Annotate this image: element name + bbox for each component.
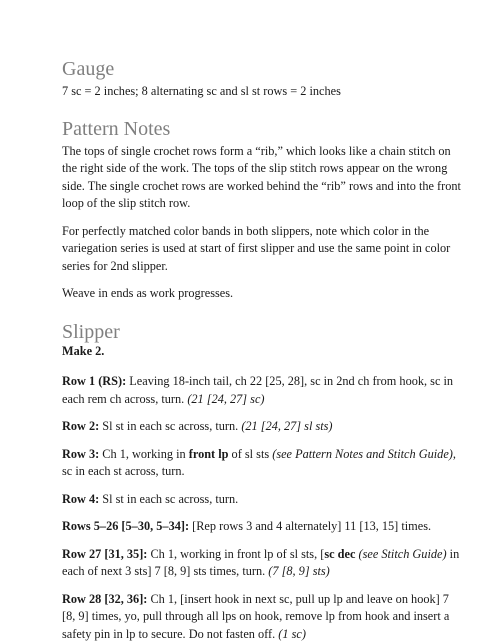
row-instruction (62, 546, 465, 581)
row-instruction (62, 491, 465, 509)
stitch-term: front lp (189, 447, 229, 461)
pattern-note-paragraph: Weave in ends as work progresses. (62, 285, 465, 303)
row-label: Row 2: (62, 419, 99, 433)
row-label: Row 27 [31, 35]: (62, 547, 147, 561)
gauge-heading: Gauge (62, 58, 465, 80)
stitch-count: (21 [24, 27] sl sts) (241, 419, 332, 433)
row-text: Ch 1, working in (99, 447, 189, 461)
stitch-count: (7 [8, 9] sts) (268, 564, 330, 578)
row-text: Ch 1, working in front lp of sl sts, [ (147, 547, 324, 561)
row-text: of sl sts (228, 447, 272, 461)
stitch-count: (21 [24, 27] sc) (187, 392, 264, 406)
row-label: Row 3: (62, 447, 99, 461)
row-label: Rows 5–26 [5–30, 5–34]: (62, 519, 189, 533)
reference-note: (see Stitch Guide) (355, 547, 446, 561)
row-label: Row 28 [32, 36]: (62, 592, 147, 606)
row-text: , sc in each st across, turn. (62, 447, 456, 479)
gauge-text: 7 sc = 2 inches; 8 alternating sc and sl st rows = 2 inches (62, 83, 465, 101)
row-instruction (62, 518, 465, 536)
row-text: Ch 1, [insert hook in next sc, pull up lp and leave on hook] 7 [8, 9] times, yo, pull through all lps on hook, remove lp from hook and insert a safety pin in lp to secure. Do not fasten off. (62, 592, 449, 641)
row-instruction (62, 418, 465, 436)
row-instruction (62, 591, 465, 643)
row-instruction (62, 446, 465, 481)
slipper-heading: Slipper (62, 321, 465, 343)
row-text: in each of next 3 sts] 7 [8, 9] sts times, turn. (62, 547, 459, 579)
pattern-note-paragraph: The tops of single crochet rows form a “rib,” which looks like a chain stitch on the right side of the work. The tops of the slip stitch rows appear on the wrong side. The single crochet rows are worked behind the “rib” rows and into the front loop of the slip stitch row. (62, 143, 465, 213)
stitch-count: (1 sc) (278, 627, 306, 641)
pattern-notes-heading: Pattern Notes (62, 118, 465, 140)
reference-note: (see Pattern Notes and Stitch Guide) (272, 447, 453, 461)
row-text: Leaving 18-inch tail, ch 22 [25, 28], sc in 2nd ch from hook, sc in each rem ch across, turn. (62, 374, 453, 406)
stitch-term: sc dec (324, 547, 355, 561)
row-label: Row 1 (RS): (62, 374, 126, 388)
row-instruction (62, 373, 465, 408)
pattern-note-paragraph: For perfectly matched color bands in both slippers, note which color in the variegation series is used at start of first slipper and use the same point in color series for 2nd slipper. (62, 223, 465, 276)
make-instruction: Make 2. (62, 343, 465, 361)
row-text: Sl st in each sc across, turn. (99, 419, 241, 433)
row-text: [Rep rows 3 and 4 alternately] 11 [13, 15] times. (189, 519, 431, 533)
row-text: Sl st in each sc across, turn. (99, 492, 238, 506)
row-label: Row 4: (62, 492, 99, 506)
